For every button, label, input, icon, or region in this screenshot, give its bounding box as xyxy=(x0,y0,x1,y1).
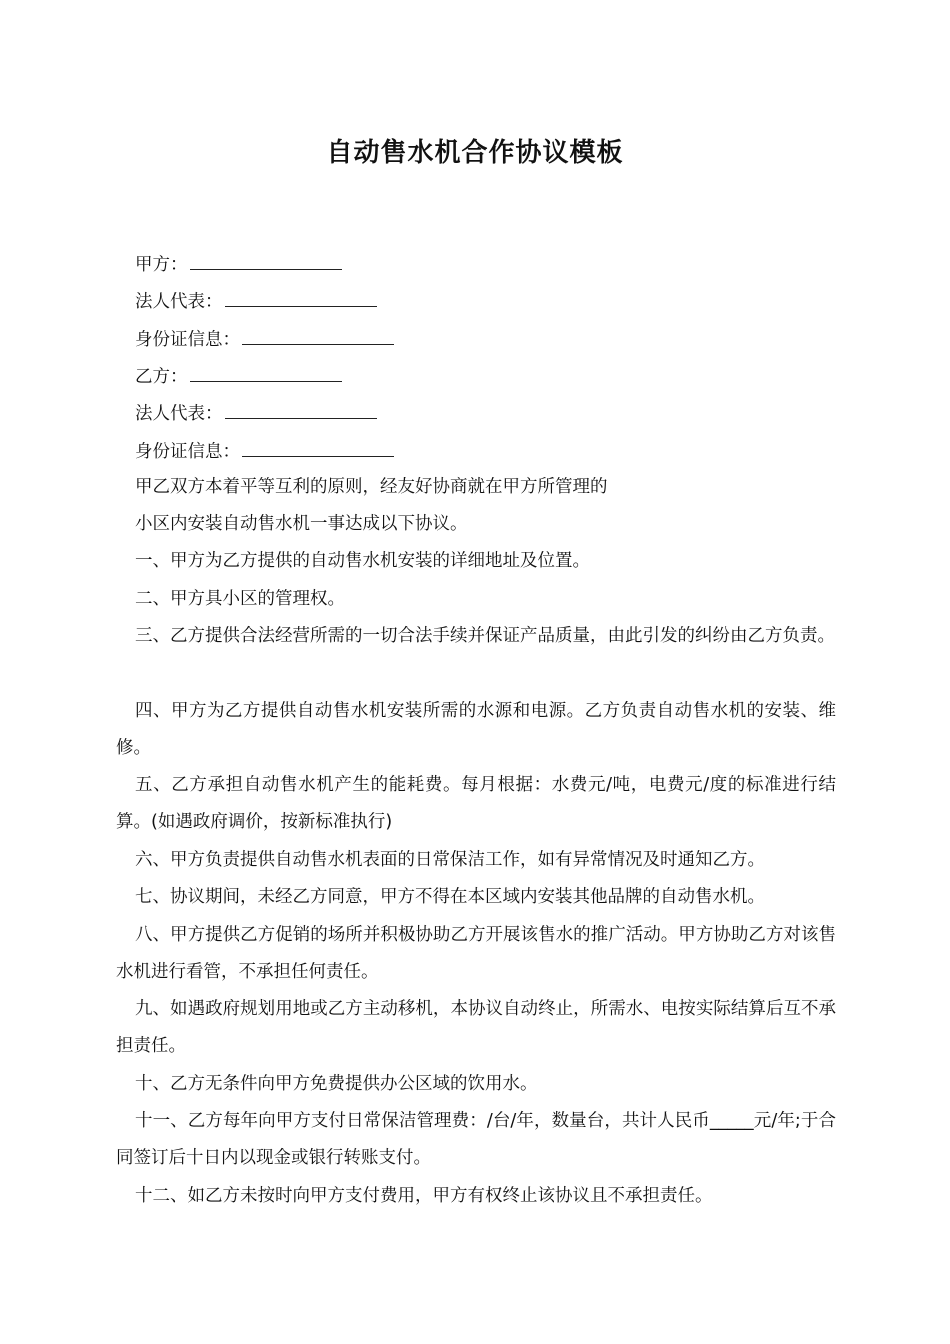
clause-5: 五、乙方承担自动售水机产生的能耗费。每月根据：水费元/吨，电费元/度的标准进行结算。(如遇政府调价，按新标准执行) xyxy=(116,775,836,832)
party-a-label: 甲方： xyxy=(135,255,188,275)
clause-8: 八、甲方提供乙方促销的场所并积极协助乙方开展该售水的推广活动。甲方协助乙方对该售水机进行看管，不承担任何责任。 xyxy=(116,925,836,982)
party-b-id-blank xyxy=(242,438,394,457)
party-a-id-label: 身份证信息： xyxy=(135,330,240,350)
party-b-legal-rep-label: 法人代表： xyxy=(135,404,223,424)
party-b-legal-rep-field xyxy=(135,400,377,426)
clause-11: 十一、乙方每年向甲方支付日常保洁管理费：/台/年，数量台，共计人民币_____元/年;于合同签订后十日内以现金或银行转账支付。 xyxy=(116,1111,836,1168)
clause-9: 九、如遇政府规划用地或乙方主动移机，本协议自动终止，所需水、电按实际结算后互不承担责任。 xyxy=(116,999,836,1056)
party-a-legal-rep-label: 法人代表： xyxy=(135,292,223,312)
party-b-legal-rep-blank xyxy=(225,400,377,419)
party-b-id-label: 身份证信息： xyxy=(135,442,240,462)
clause-2: 二、甲方具小区的管理权。 xyxy=(135,589,345,609)
clause-12: 十二、如乙方未按时向甲方支付费用，甲方有权终止该协议且不承担责任。 xyxy=(135,1186,713,1206)
party-b-id-field xyxy=(135,438,394,464)
clause-1: 一、甲方为乙方提供的自动售水机安装的详细地址及位置。 xyxy=(135,551,590,571)
preamble-line-1: 甲乙双方本着平等互利的原则，经友好协商就在甲方所管理的 xyxy=(135,477,608,497)
document-title: 自动售水机合作协议模板 xyxy=(326,138,624,168)
party-a-id-field xyxy=(135,326,394,352)
party-b-field xyxy=(135,363,342,389)
party-a-id-blank xyxy=(242,326,394,345)
party-a-legal-rep-field xyxy=(135,288,377,314)
preamble-line-2: 小区内安装自动售水机一事达成以下协议。 xyxy=(135,514,468,534)
clause-3: 三、乙方提供合法经营所需的一切合法手续并保证产品质量，由此引发的纠纷由乙方负责。 xyxy=(135,626,835,646)
party-b-label: 乙方： xyxy=(135,367,188,387)
clause-4: 四、甲方为乙方提供自动售水机安装所需的水源和电源。乙方负责自动售水机的安装、维修。 xyxy=(116,701,836,758)
party-b-blank xyxy=(190,363,342,382)
clause-6: 六、甲方负责提供自动售水机表面的日常保洁工作，如有异常情况及时通知乙方。 xyxy=(135,850,765,870)
party-a-field xyxy=(135,251,342,277)
clause-10: 十、乙方无条件向甲方免费提供办公区域的饮用水。 xyxy=(135,1074,538,1094)
party-a-blank xyxy=(190,251,342,270)
party-a-legal-rep-blank xyxy=(225,288,377,307)
clause-7: 七、协议期间，未经乙方同意，甲方不得在本区域内安装其他品牌的自动售水机。 xyxy=(135,887,765,907)
